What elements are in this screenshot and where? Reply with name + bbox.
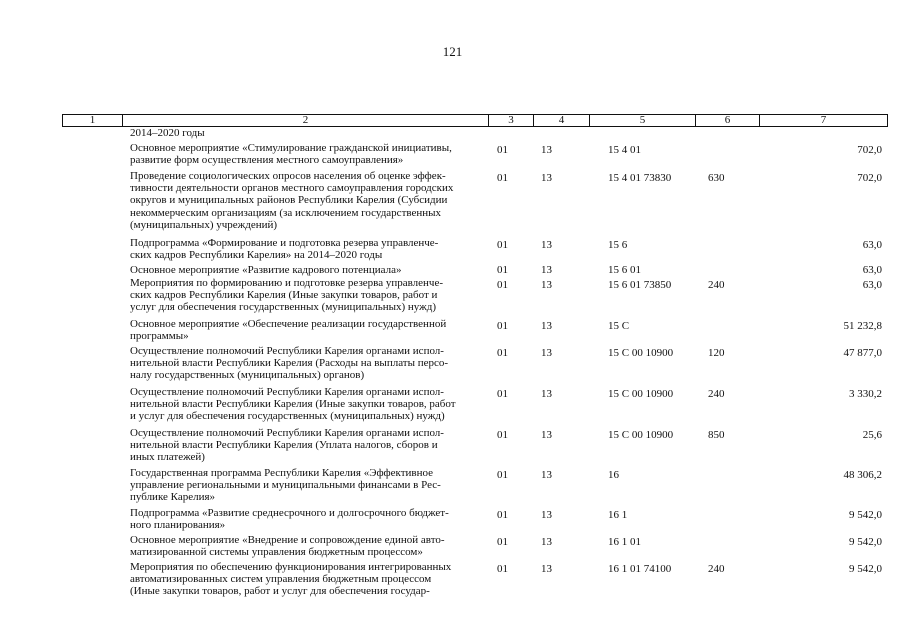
amount: 702,0	[857, 172, 882, 184]
target-article: 16 1 01	[608, 536, 641, 548]
header-col-3: 3	[489, 115, 534, 126]
row-name-line: Мероприятия по обеспечению функционирования интегрированных	[130, 561, 452, 573]
amount: 51 232,8	[843, 320, 882, 332]
subsection-code: 13	[541, 509, 552, 521]
row-name-line: услуг для обеспечения государственных (муниципальных) нужд)	[130, 301, 436, 314]
expense-type: 630	[708, 172, 725, 184]
expense-type: 120	[708, 347, 725, 359]
row-name	[130, 386, 485, 423]
amount: 25,6	[862, 429, 882, 441]
row-name-line: нительной власти Республики Карелия (Иные закупки товаров, работ	[130, 398, 456, 411]
amount: 9 542,0	[849, 536, 882, 548]
section-code: 01	[497, 320, 508, 332]
target-article: 15 4 01 73830	[608, 172, 672, 184]
row-name-line: иных платежей)	[130, 451, 205, 464]
amount: 63,0	[862, 239, 882, 251]
header-col-2: 2	[123, 115, 489, 126]
page-number: 121	[442, 44, 463, 59]
row-name-line: Осуществление полномочий Республики Карелия органами испол-	[130, 386, 444, 398]
subsection-code: 13	[541, 279, 552, 291]
header-col-6: 6	[696, 115, 760, 126]
row-name	[130, 142, 485, 166]
target-article: 15 6 01 73850	[608, 279, 672, 291]
section-code: 01	[497, 429, 508, 441]
row-name	[130, 170, 485, 231]
row-name-line: некоммерческим организациям (за исключением государственных	[130, 206, 442, 219]
row-name-line: округов и муниципальных районов Республики Карелия (Субсидии	[130, 194, 448, 207]
row-name-line: (Иные закупки товаров, работ и услуг для обеспечения государ-	[130, 585, 430, 598]
amount: 9 542,0	[849, 563, 882, 575]
row-name-line: матизированной системы управления бюджетным процессом»	[130, 546, 423, 559]
row-name-line: автоматизированных систем управления бюджетным процессом	[130, 573, 432, 586]
row-name	[130, 534, 485, 558]
amount: 63,0	[862, 279, 882, 291]
expense-type: 240	[708, 388, 725, 400]
target-article: 15 6	[608, 239, 628, 251]
subsection-code: 13	[541, 320, 552, 332]
row-name-line: Основное мероприятие «Стимулирование гражданской инициативы,	[130, 142, 452, 154]
subsection-code: 13	[541, 536, 552, 548]
row-name-line: нительной власти Республики Карелия (Уплата налогов, сборов и	[130, 439, 438, 452]
section-code: 01	[497, 469, 508, 481]
row-name	[130, 507, 485, 531]
section-code: 01	[497, 563, 508, 575]
row-name-line: ских кадров Республики Карелия (Иные закупки товаров, работ и	[130, 289, 438, 302]
row-name-line: 2014–2020 годы	[130, 127, 205, 139]
row-name-line: тивности деятельности органов местного самоуправления городских	[130, 182, 454, 195]
header-col-7: 7	[820, 114, 827, 126]
target-article: 16	[608, 469, 619, 481]
row-name-line: (муниципальных) учреждений)	[130, 218, 278, 231]
row-name-line: Подпрограмма «Развитие среднесрочного и долгосрочного бюджет-	[130, 507, 449, 519]
expense-type: 240	[708, 563, 725, 575]
section-code: 01	[497, 536, 508, 548]
target-article: 15 C 00 10900	[608, 388, 674, 400]
section-code: 01	[497, 279, 508, 291]
row-name-line: Основное мероприятие «Обеспечение реализации государственной	[130, 318, 447, 330]
row-name-line: Осуществление полномочий Республики Карелия органами испол-	[130, 345, 444, 357]
row-name-line: Подпрограмма «Формирование и подготовка резерва управленче-	[130, 237, 439, 249]
row-name	[130, 427, 485, 464]
row-name-line: и услуг для обеспечения государственных (муниципальных) нужд)	[130, 410, 445, 423]
target-article: 15 C	[608, 320, 630, 332]
subsection-code: 13	[541, 239, 552, 251]
subsection-code: 13	[541, 469, 552, 481]
amount: 48 306,2	[843, 469, 882, 481]
subsection-code: 13	[541, 388, 552, 400]
amount: 63,0	[862, 264, 882, 276]
row-name-line: нительной власти Республики Карелия (Расходы на выплаты персо-	[130, 357, 449, 370]
row-name	[130, 467, 485, 504]
row-name-line: публике Карелия»	[130, 491, 216, 504]
expense-type: 850	[708, 429, 725, 441]
row-name-line: развитие форм осуществления местного самоуправления»	[130, 154, 404, 167]
section-code: 01	[497, 347, 508, 359]
subsection-code: 13	[541, 172, 552, 184]
row-name-line: ских кадров Республики Карелия» на 2014–2020 годы	[130, 249, 383, 262]
subsection-code: 13	[541, 429, 552, 441]
row-name-line: программы»	[130, 330, 189, 343]
row-name-line: налу государственных (муниципальных) органов)	[130, 369, 365, 382]
section-code: 01	[497, 172, 508, 184]
subsection-code: 13	[541, 144, 552, 156]
row-name	[130, 561, 485, 598]
row-name	[130, 264, 485, 276]
row-name-line: ного планирования»	[130, 519, 226, 532]
header-col-5: 5	[590, 115, 696, 126]
row-name	[130, 127, 485, 139]
row-name-line: Осуществление полномочий Республики Карелия органами испол-	[130, 427, 444, 439]
row-name	[130, 277, 485, 314]
row-name	[130, 237, 485, 261]
target-article: 15 4 01	[608, 144, 641, 156]
target-article: 15 C 00 10900	[608, 347, 674, 359]
section-code: 01	[497, 264, 508, 276]
amount: 47 877,0	[843, 347, 882, 359]
target-article: 15 C 00 10900	[608, 429, 674, 441]
row-name-line: управление региональными и муниципальными финансами в Рес-	[130, 479, 441, 492]
row-name	[130, 345, 485, 382]
row-name	[130, 318, 485, 342]
section-code: 01	[497, 509, 508, 521]
target-article: 16 1 01 74100	[608, 563, 672, 575]
section-code: 01	[497, 239, 508, 251]
row-name-line: Основное мероприятие «Развитие кадрового потенциала»	[130, 264, 402, 276]
row-name-line: Проведение социологических опросов населения об оценке эффек-	[130, 170, 446, 182]
expense-type: 240	[708, 279, 725, 291]
table-header	[62, 114, 888, 127]
amount: 9 542,0	[849, 509, 882, 521]
target-article: 15 6 01	[608, 264, 641, 276]
subsection-code: 13	[541, 563, 552, 575]
amount: 702,0	[857, 144, 882, 156]
amount: 3 330,2	[849, 388, 882, 400]
row-name-line: Мероприятия по формированию и подготовке резерва управленче-	[130, 277, 444, 289]
row-name-line: Основное мероприятие «Внедрение и сопровождение единой авто-	[130, 534, 445, 546]
section-code: 01	[497, 388, 508, 400]
header-col-1: 1	[63, 115, 123, 126]
target-article: 16 1	[608, 509, 628, 521]
subsection-code: 13	[541, 347, 552, 359]
row-name-line: Государственная программа Республики Карелия «Эффективное	[130, 467, 434, 479]
header-col-4: 4	[534, 115, 590, 126]
section-code: 01	[497, 144, 508, 156]
subsection-code: 13	[541, 264, 552, 276]
